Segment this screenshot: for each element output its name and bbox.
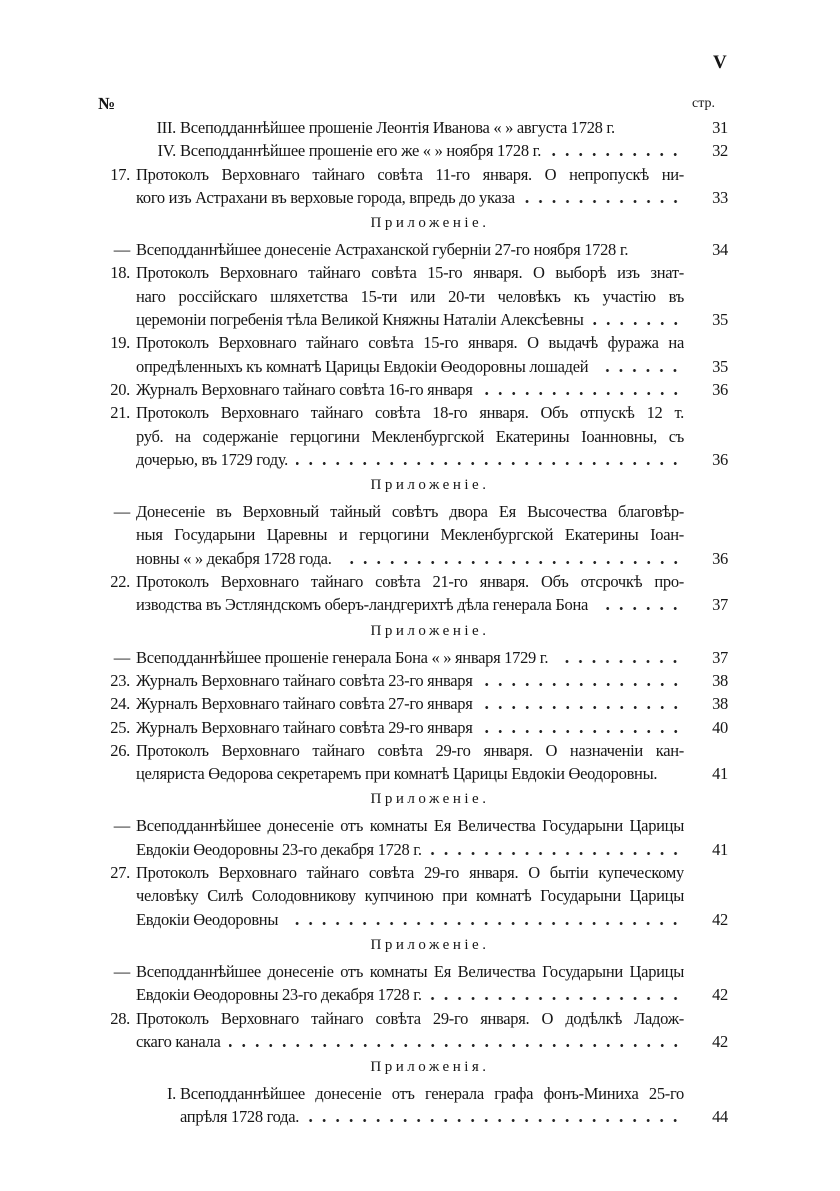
entry-number: 25. [110,717,130,737]
entry-line [0,960,840,983]
toc-entry [0,378,840,401]
entry-text [136,308,684,331]
entry-text-segment: Всеподданнѣйшее прошеніе Леонтія Иванова « » августа 1728 г. [180,118,615,137]
entry-line [0,261,840,284]
page-number: 42 [712,985,728,1005]
entry-text: Протоколъ Верховнаго тайнаго совѣта 11-го января. О непропускѣ ни- [136,164,684,184]
entry-text: Протоколъ Верховнаго тайнаго совѣта 29-го января. О додѣлкѣ Ладож- [136,1008,684,1028]
entry-text: Протоколъ Верховнаго тайнаго совѣта 21-го января. Объ отсрочкѣ про- [136,572,684,592]
entry-text [136,838,684,861]
entry-text [136,448,684,471]
page-number: 36 [712,379,728,399]
entry-text [136,908,684,931]
entry-text: Протоколъ Верховнаго тайнаго совѣта 15-го января. О выборѣ изъ знат- [136,263,684,283]
entry-line [0,1082,840,1105]
entry-line [0,425,840,448]
entry-number: — [113,647,130,667]
entry-number: 26. [110,740,130,760]
entry-text [136,762,684,785]
entry-text [136,186,684,209]
entry-text-segment: скаго канала [136,1031,221,1051]
entry-text-segment: опредѣленныхъ къ комнатѣ Царицы Евдокіи Өеодоровны лошадей [136,356,589,376]
toc-entry [0,960,840,1007]
dot-leader [549,139,684,162]
page-number: 34 [712,240,728,260]
page-number: 38 [712,670,728,690]
entry-line [0,523,840,546]
entry-number: — [113,961,130,981]
entry-line [0,116,840,139]
entry-line [0,355,840,378]
section-heading: Приложеніе. [370,477,490,494]
toc-entry [0,401,840,471]
entry-text [136,378,684,401]
dot-leader [596,593,684,616]
entry-line [0,308,840,331]
entry-text-segment: апрѣля 1728 года. [180,1107,300,1127]
entry-number: 27. [110,863,130,883]
toc-entry [0,692,840,715]
page-number: 32 [712,141,728,161]
entry-line [0,401,840,424]
page-number: 42 [712,1031,728,1051]
entry-text-segment: Всеподданнѣйшее прошеніе его же « » ноября 1728 г. [180,141,542,161]
entry-text-segment: Евдокіи Өеодоровны [136,909,279,929]
section-heading: Приложеніе. [370,215,490,232]
entry-text-segment: Журналъ Верховнаго тайнаго совѣта 16-го января [136,379,473,399]
entry-line [0,448,840,471]
entry-text: руб. на содержаніе герцогини Мекленбургской Екатерины Іоанновны, съ [136,426,684,446]
page-number: 36 [712,449,728,469]
page-number: 44 [712,1107,728,1127]
entry-text [136,983,684,1006]
page-number: 41 [712,839,728,859]
toc-entry [0,814,840,861]
entry-line [0,285,840,308]
section-heading: Приложеніе. [370,791,490,808]
entry-text: Донесеніе въ Верховный тайный совѣтъ двора Ея Высочества благовѣр- [136,502,684,522]
page-column-header: стр. [692,96,716,111]
page-number: 33 [712,187,728,207]
entry-line [0,739,840,762]
entry-text [136,593,684,616]
entry-text-segment: кого изъ Астрахани въ верховые города, впредь до указа [136,187,515,207]
toc-entry [0,669,840,692]
entry-text: человѣку Силѣ Солодовникову купчиною при комнатѣ Государыни Царицы [136,886,684,906]
entry-text [180,139,684,162]
dot-leader [296,448,684,471]
entry-line [0,716,840,739]
page-number: 37 [712,647,728,667]
entry-text: Всеподданнѣйшее донесеніе отъ генерала графа фонъ-Миниха 25-го [180,1084,684,1104]
entry-text-segment: Евдокіи Өеодоровны 23-го декабря 1728 г. [136,839,422,859]
entry-line [0,983,840,1006]
entry-number: III. [156,118,176,137]
dot-leader [481,669,684,692]
entry-text-segment: дочерью, въ 1729 году. [136,449,289,469]
page-number: 42 [712,909,728,929]
page-number: 35 [712,356,728,376]
entry-text: наго россійскаго шляхетства 15-ти или 20-ти человѣкъ къ участію въ [136,286,684,306]
entry-text [136,692,684,715]
entry-number: I. [166,1084,176,1104]
entry-text [180,1105,684,1128]
entry-text: Всеподданнѣйшее донесеніе отъ комнаты Ея Величества Государыни Царицы [136,816,684,836]
section-heading: Приложеніе. [370,936,490,953]
entry-text-segment: Всеподданнѣйшее прошеніе генерала Бона « » января 1729 г. [136,647,549,667]
entry-text: Протоколъ Верховнаго тайнаго совѣта 29-го января. О назначеніи кан- [136,740,684,760]
toc-entry [0,139,840,162]
dot-leader [556,646,684,669]
entry-line [0,547,840,570]
number-column-header: № [98,94,116,113]
toc-entry [0,1082,840,1129]
entry-text [136,547,684,570]
entry-text: ныя Государыни Царевны и герцогини Мекленбургской Екатерины Іоан- [136,525,684,545]
entry-number: 28. [110,1008,130,1028]
page-number: 35 [712,310,728,330]
entry-text-segment: новны « » декабря 1728 года. [136,548,332,568]
dot-leader [286,908,684,931]
entry-text-segment: Журналъ Верховнаго тайнаго совѣта 23-го января [136,670,473,690]
entry-line [0,838,840,861]
entry-number: 20. [110,379,130,399]
toc-entry [0,716,840,739]
dot-leader [430,838,684,861]
entry-line [0,593,840,616]
entry-line [0,814,840,837]
entry-line [0,1007,840,1030]
entry-number: — [113,816,130,836]
entry-text-segment: Журналъ Верховнаго тайнаго совѣта 27-го января [136,694,473,714]
entry-number: 18. [110,263,130,283]
entry-text [180,116,684,139]
toc-entry [0,646,840,669]
entry-text-segment: церемоніи погребенія тѣла Великой Княжны Наталіи Алексѣевны [136,310,584,330]
entry-line [0,1105,840,1128]
dot-leader [481,716,684,739]
entry-line [0,669,840,692]
entry-text [136,355,684,378]
toc-entry [0,1007,840,1054]
entry-line [0,861,840,884]
entry-number: 21. [110,403,130,423]
dot-leader [340,547,684,570]
toc-entry [0,163,840,210]
entry-text-segment: целяриста Өедорова секретаремъ при комнатѣ Царицы Евдокіи Өеодоровны. [136,764,658,784]
toc-entry [0,739,840,786]
dot-leader [596,355,684,378]
entry-line [0,570,840,593]
entry-text: Протоколъ Верховнаго тайнаго совѣта 29-го января. О бытіи купеческому [136,863,684,883]
toc-entry [0,570,840,617]
page-number: 36 [712,548,728,568]
toc-entry [0,116,840,139]
entry-text-segment: изводства въ Эстляндскомъ оберъ-ландгерихтѣ дѣла генерала Бона [136,595,589,615]
entry-number: 23. [110,670,130,690]
entry-text [136,646,684,669]
entry-text: Протоколъ Верховнаго тайнаго совѣта 15-го января. О выдачѣ фуража на [136,333,684,353]
entry-number: IV. [157,141,176,161]
section-heading: Приложенія. [370,1059,490,1076]
entry-line [0,500,840,523]
entry-line [0,1030,840,1053]
section-heading: Приложеніе. [370,622,490,639]
entry-line [0,762,840,785]
entry-number: — [113,502,130,522]
entry-line [0,238,840,261]
entry-line [0,692,840,715]
entry-number: 24. [110,694,130,714]
entry-line [0,163,840,186]
toc-entry [0,331,840,378]
entry-line [0,884,840,907]
entry-number: — [113,240,130,260]
toc-entry [0,861,840,931]
toc-entry [0,500,840,570]
entry-text [136,669,684,692]
entry-text-segment: Всеподданнѣйшее донесеніе Астраханской губерніи 27-го ноября 1728 г. [136,240,629,260]
page-number: 31 [712,118,728,137]
toc-entry [0,238,840,261]
entry-text-segment: Журналъ Верховнаго тайнаго совѣта 29-го января [136,717,473,737]
entry-text [136,238,684,261]
entry-number: 17. [110,164,130,184]
toc-entry [0,261,840,331]
page-number: 40 [712,717,728,737]
page-number: 37 [712,595,728,615]
entry-line [0,139,840,162]
dot-leader [481,692,684,715]
dot-leader [592,308,685,331]
entry-line [0,908,840,931]
page-number: 41 [712,764,728,784]
dot-leader [430,983,684,1006]
entry-number: 22. [110,572,130,592]
entry-line [0,186,840,209]
entry-line [0,331,840,354]
dot-leader [307,1105,684,1128]
entry-line [0,378,840,401]
entry-text: Всеподданнѣйшее донесеніе отъ комнаты Ея Величества Государыни Царицы [136,961,684,981]
dot-leader [523,186,684,209]
entry-text: Протоколъ Верховнаго тайнаго совѣта 18-го января. Объ отпускѣ 12 т. [136,403,684,423]
entry-text-segment: Евдокіи Өеодоровны 23-го декабря 1728 г. [136,985,422,1005]
dot-leader [229,1030,685,1053]
page-folio: V [713,52,727,73]
entry-number: 19. [110,333,130,353]
entry-line [0,646,840,669]
entry-text [136,716,684,739]
entry-text [136,1030,684,1053]
dot-leader [481,378,684,401]
table-of-contents [0,116,840,1129]
page-number: 38 [712,694,728,714]
